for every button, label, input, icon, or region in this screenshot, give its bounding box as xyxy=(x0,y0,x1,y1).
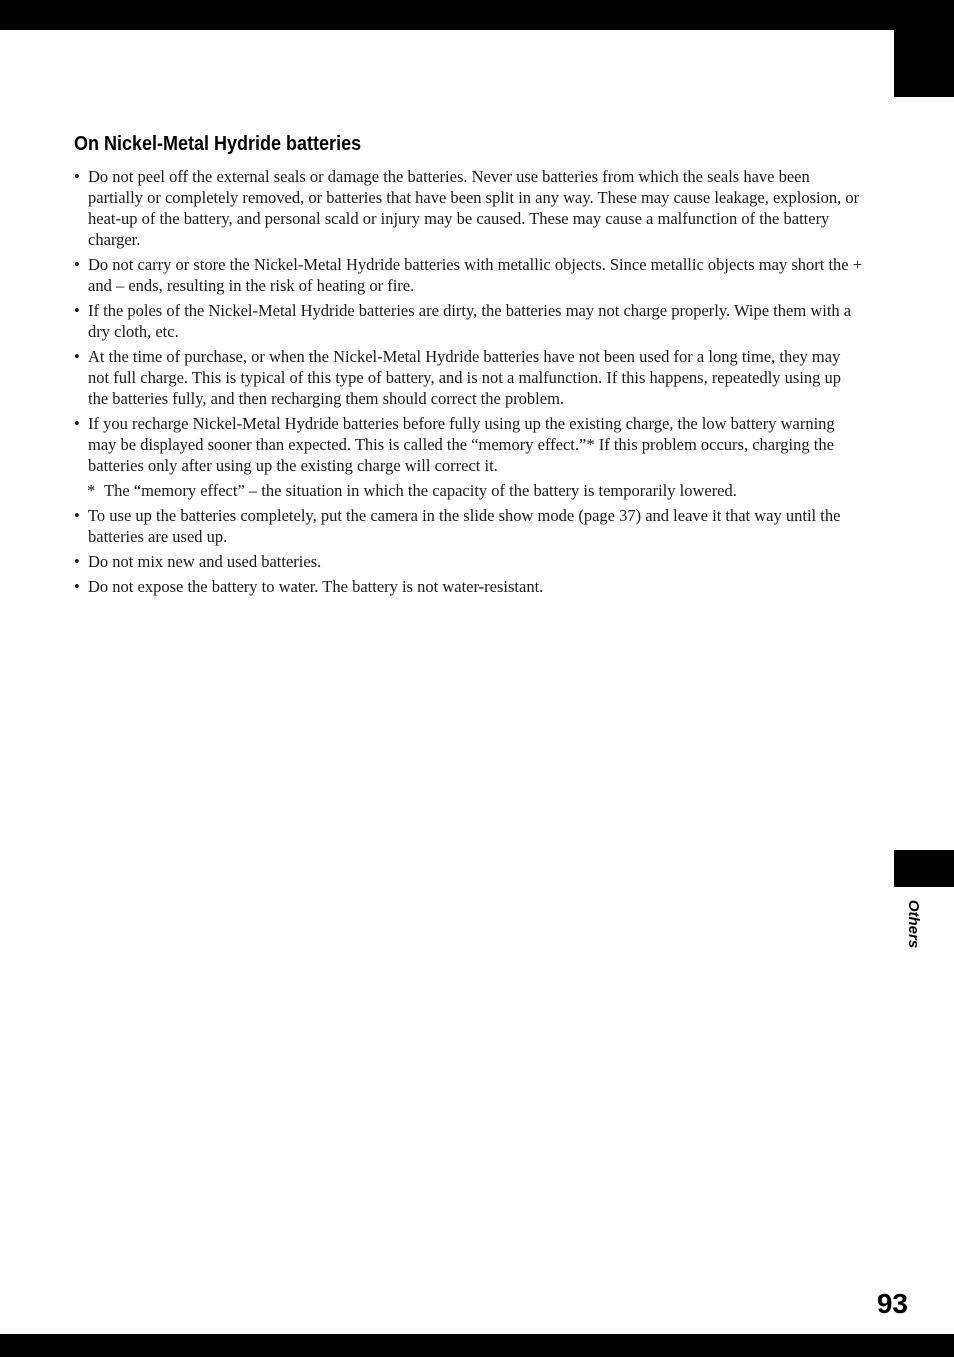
section-tab-label: Others xyxy=(905,899,922,949)
list-item-text: If the poles of the Nickel-Metal Hydride batteries are dirty, the batteries may not charge properly. Wipe them with a dry cloth, etc. xyxy=(88,301,852,341)
section-heading: On Nickel-Metal Hydride batteries xyxy=(74,133,362,155)
page-number: 93 xyxy=(876,1288,908,1319)
bullet-marker: • xyxy=(74,577,80,596)
list-item-text: To use up the batteries completely, put the camera in the slide show mode (page 37) and leave it that way until the batteries are used up. xyxy=(88,506,841,546)
footnote-text: The “memory effect” – the situation in which the capacity of the battery is temporarily lowered. xyxy=(104,481,737,500)
precaution-list xyxy=(74,166,864,597)
bullet-marker: • xyxy=(74,552,80,571)
bullet-marker: • xyxy=(74,255,80,274)
bullet-marker: • xyxy=(74,167,80,186)
list-item xyxy=(74,576,864,597)
list-item-text: If you recharge Nickel-Metal Hydride batteries before fully using up the existing charge, the low battery warning may be displayed sooner than expected. This is called the “memory effect.”* If this problem occurs, charging the batteries only after using up the existing charge will correct it. xyxy=(88,414,835,475)
list-item xyxy=(74,551,864,572)
list-item xyxy=(74,505,864,547)
bullet-marker: • xyxy=(74,414,80,433)
list-item-text: Do not carry or store the Nickel-Metal Hydride batteries with metallic objects. Since metallic objects may short the + and – ends, resulting in the risk of heating or fire. xyxy=(88,255,863,295)
list-item-text: Do not peel off the external seals or damage the batteries. Never use batteries from which the seals have been partially or completely removed, or batteries that have been split in any way. These may cause leakage, explosion, or heat-up of the battery, and personal scald or injury may be caused. These may cause a malfunction of the battery charger. xyxy=(88,167,860,249)
list-item xyxy=(74,166,864,250)
list-item xyxy=(74,346,864,409)
top-corner-tab xyxy=(894,30,954,97)
list-item xyxy=(74,413,864,476)
bottom-border-bar xyxy=(0,1334,954,1357)
section-index-tab xyxy=(894,850,954,887)
list-item xyxy=(74,300,864,342)
footnote xyxy=(74,480,864,501)
footnote-marker: * xyxy=(87,481,96,500)
page-content xyxy=(74,131,864,601)
list-item-text: At the time of purchase, or when the Nickel-Metal Hydride batteries have not been used for a long time, they may not full charge. This is typical of this type of battery, and is not a malfunction. If this happens, repeatedly using up the batteries fully, and then recharging them should correct the problem. xyxy=(88,347,842,408)
bullet-marker: • xyxy=(74,506,80,525)
list-item-text: Do not mix new and used batteries. xyxy=(88,552,322,571)
list-item xyxy=(74,254,864,296)
top-border-bar xyxy=(0,0,954,30)
bullet-marker: • xyxy=(74,347,80,366)
bullet-marker: • xyxy=(74,301,80,320)
list-item-text: Do not expose the battery to water. The battery is not water-resistant. xyxy=(88,577,544,596)
